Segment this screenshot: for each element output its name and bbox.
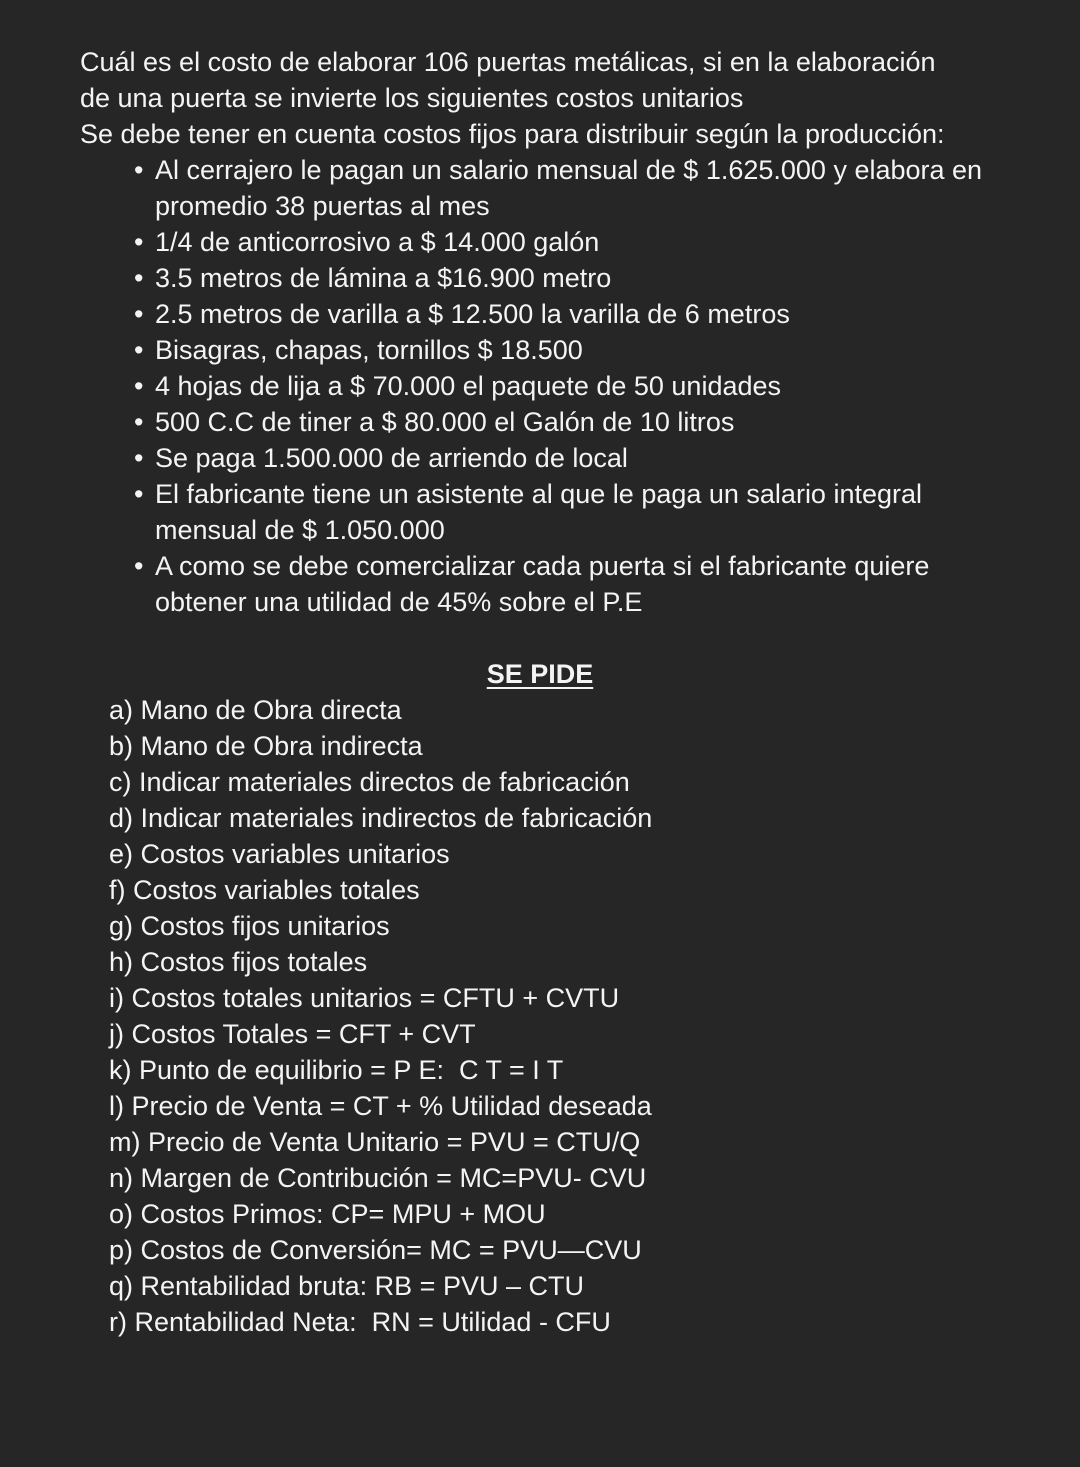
bullet-dot-icon: • xyxy=(134,155,144,185)
document-page xyxy=(0,44,1080,1340)
requirement-item: r) Rentabilidad Neta: RN = Utilidad - CFU xyxy=(109,1307,611,1337)
requirement-item: a) Mano de Obra directa xyxy=(109,695,402,725)
section-heading: SE PIDE xyxy=(486,659,594,689)
bullet-item-rent: • Se paga 1.500.000 de arriendo de local xyxy=(114,440,1014,476)
requirement-item: c) Indicar materiales directos de fabricación xyxy=(109,767,630,797)
bullet-dot-icon: • xyxy=(134,479,144,509)
problem-statement xyxy=(80,44,1040,152)
requirement-item: f) Costos variables totales xyxy=(109,875,420,905)
requirement-item: n) Margen de Contribución = MC=PVU- CVU xyxy=(109,1163,647,1193)
requirement-item: j) Costos Totales = CFT + CVT xyxy=(109,1019,476,1049)
requirement-item: e) Costos variables unitarios xyxy=(109,839,450,869)
requirement-item: b) Mano de Obra indirecta xyxy=(109,731,423,761)
requirement-item: q) Rentabilidad bruta: RB = PVU – CTU xyxy=(109,1271,584,1301)
bullet-item-rod: • 2.5 metros de varilla a $ 12.500 la varilla de 6 metros xyxy=(114,296,1014,332)
bullet-item-anticorrosive: • 1/4 de anticorrosivo a $ 14.000 galón xyxy=(114,224,1014,260)
bullet-dot-icon: • xyxy=(134,371,144,401)
requirement-item: i) Costos totales unitarios = CFTU + CVTU xyxy=(109,983,620,1013)
bullet-item-assistant-salary: • El fabricante tiene un asistente al que le paga un salario integral mensual de $ 1.050.000 xyxy=(114,476,1014,548)
requirement-item: l) Precio de Venta = CT + % Utilidad deseada xyxy=(109,1091,652,1121)
bullet-item-thinner: • 500 C.C de tiner a $ 80.000 el Galón de 10 litros xyxy=(114,404,1014,440)
bullet-dot-icon: • xyxy=(134,227,144,257)
requirement-item: g) Costos fijos unitarios xyxy=(109,911,390,941)
requirement-item: o) Costos Primos: CP= MPU + MOU xyxy=(109,1199,546,1229)
bullet-dot-icon: • xyxy=(134,299,144,329)
bullet-item-locksmith-salary: • Al cerrajero le pagan un salario mensual de $ 1.625.000 y elabora en promedio 38 puertas al mes xyxy=(114,152,1014,224)
intro-line-2: de una puerta se invierte los siguientes costos unitarios xyxy=(80,83,744,113)
bullet-dot-icon: • xyxy=(134,335,144,365)
bullet-dot-icon: • xyxy=(134,551,144,581)
requirement-item: p) Costos de Conversión= MC = PVU—CVU xyxy=(109,1235,642,1265)
requirement-item: h) Costos fijos totales xyxy=(109,947,368,977)
intro-line-3: Se debe tener en cuenta costos fijos para distribuir según la producción: xyxy=(80,119,945,149)
requirements-list xyxy=(109,692,1009,1340)
requirement-item: m) Precio de Venta Unitario = PVU = CTU/Q xyxy=(109,1127,641,1157)
bullet-item-sandpaper: • 4 hojas de lija a $ 70.000 el paquete de 50 unidades xyxy=(114,368,1014,404)
bullet-dot-icon: • xyxy=(134,263,144,293)
intro-line-1: Cuál es el costo de elaborar 106 puertas metálicas, si en la elaboración xyxy=(80,47,936,77)
requirement-item: k) Punto de equilibrio = P E: C T = I T xyxy=(109,1055,564,1085)
bullet-item-sale-price: • A como se debe comercializar cada puerta si el fabricante quiere obtener una utilidad de 45% sobre el P.E xyxy=(114,548,1014,620)
bullet-item-sheet-metal: • 3.5 metros de lámina a $16.900 metro xyxy=(114,260,1014,296)
bullet-item-hardware: • Bisagras, chapas, tornillos $ 18.500 xyxy=(114,332,1014,368)
requirement-item: d) Indicar materiales indirectos de fabricación xyxy=(109,803,653,833)
bullet-dot-icon: • xyxy=(134,407,144,437)
cost-bullet-list xyxy=(114,152,1014,620)
bullet-dot-icon: • xyxy=(134,443,144,473)
